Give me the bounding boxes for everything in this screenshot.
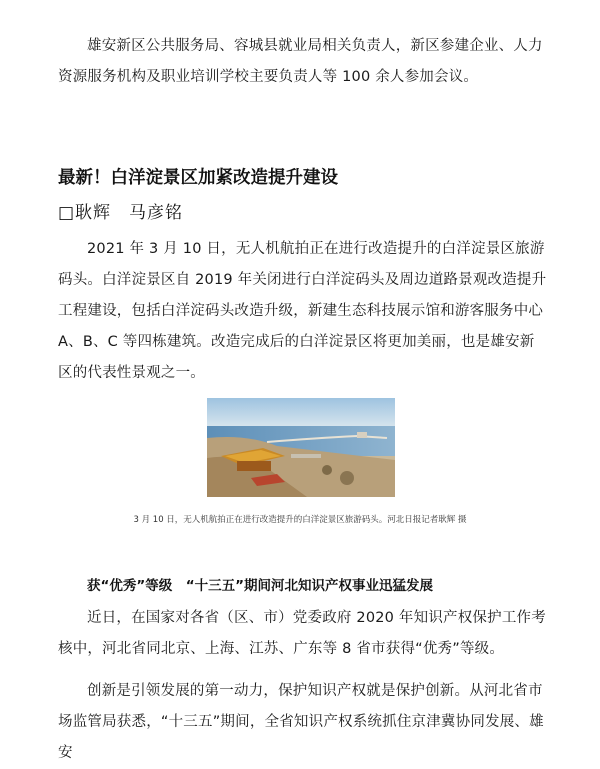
photo-caption: 3 月 10 日，无人机航拍正在进行改造提升的白洋淀景区旅游码头。河北日报记者耿辉 摄	[133, 515, 467, 525]
article-body: 2021 年 3 月 10 日，无人机航拍正在进行改造提升的白洋淀景区旅游码头。白洋淀景区自 2019 年关闭进行白洋淀码头及周边道路景观改造提升工程建设，包括白洋淀码头改造升级，新建生态科技展示馆和游客服务中心 A、B、C 等四栋建筑。改造完成后的白洋淀景区将更加美丽，也是雄安新区的代表性景观之一。	[58, 241, 547, 381]
article-title: 最新！白洋淀景区加紧改造提升建设	[58, 168, 338, 188]
section-paragraph-1: 近日，在国家对各省（区、市）党委政府 2020 年知识产权保护工作考核中，河北省同北京、上海、江苏、广东等 8 省市获得“优秀”等级。	[58, 610, 546, 657]
section-paragraph-2: 创新是引领发展的第一动力，保护知识产权就是保护创新。从河北省市场监管局获悉，“十三五”期间，全省知识产权系统抓住京津冀协同发展、雄安	[58, 683, 544, 761]
aerial-photo	[207, 398, 395, 497]
article-byline: □耿辉 马彦铭	[58, 203, 184, 223]
intro-paragraph: 雄安新区公共服务局、容城县就业局相关负责人，新区参建企业、人力资源服务机构及职业培训学校主要负责人等 100 余人参加会议。	[58, 38, 543, 85]
section-title: 获“优秀”等级 “十三五”期间河北知识产权事业迅猛发展	[87, 578, 433, 594]
